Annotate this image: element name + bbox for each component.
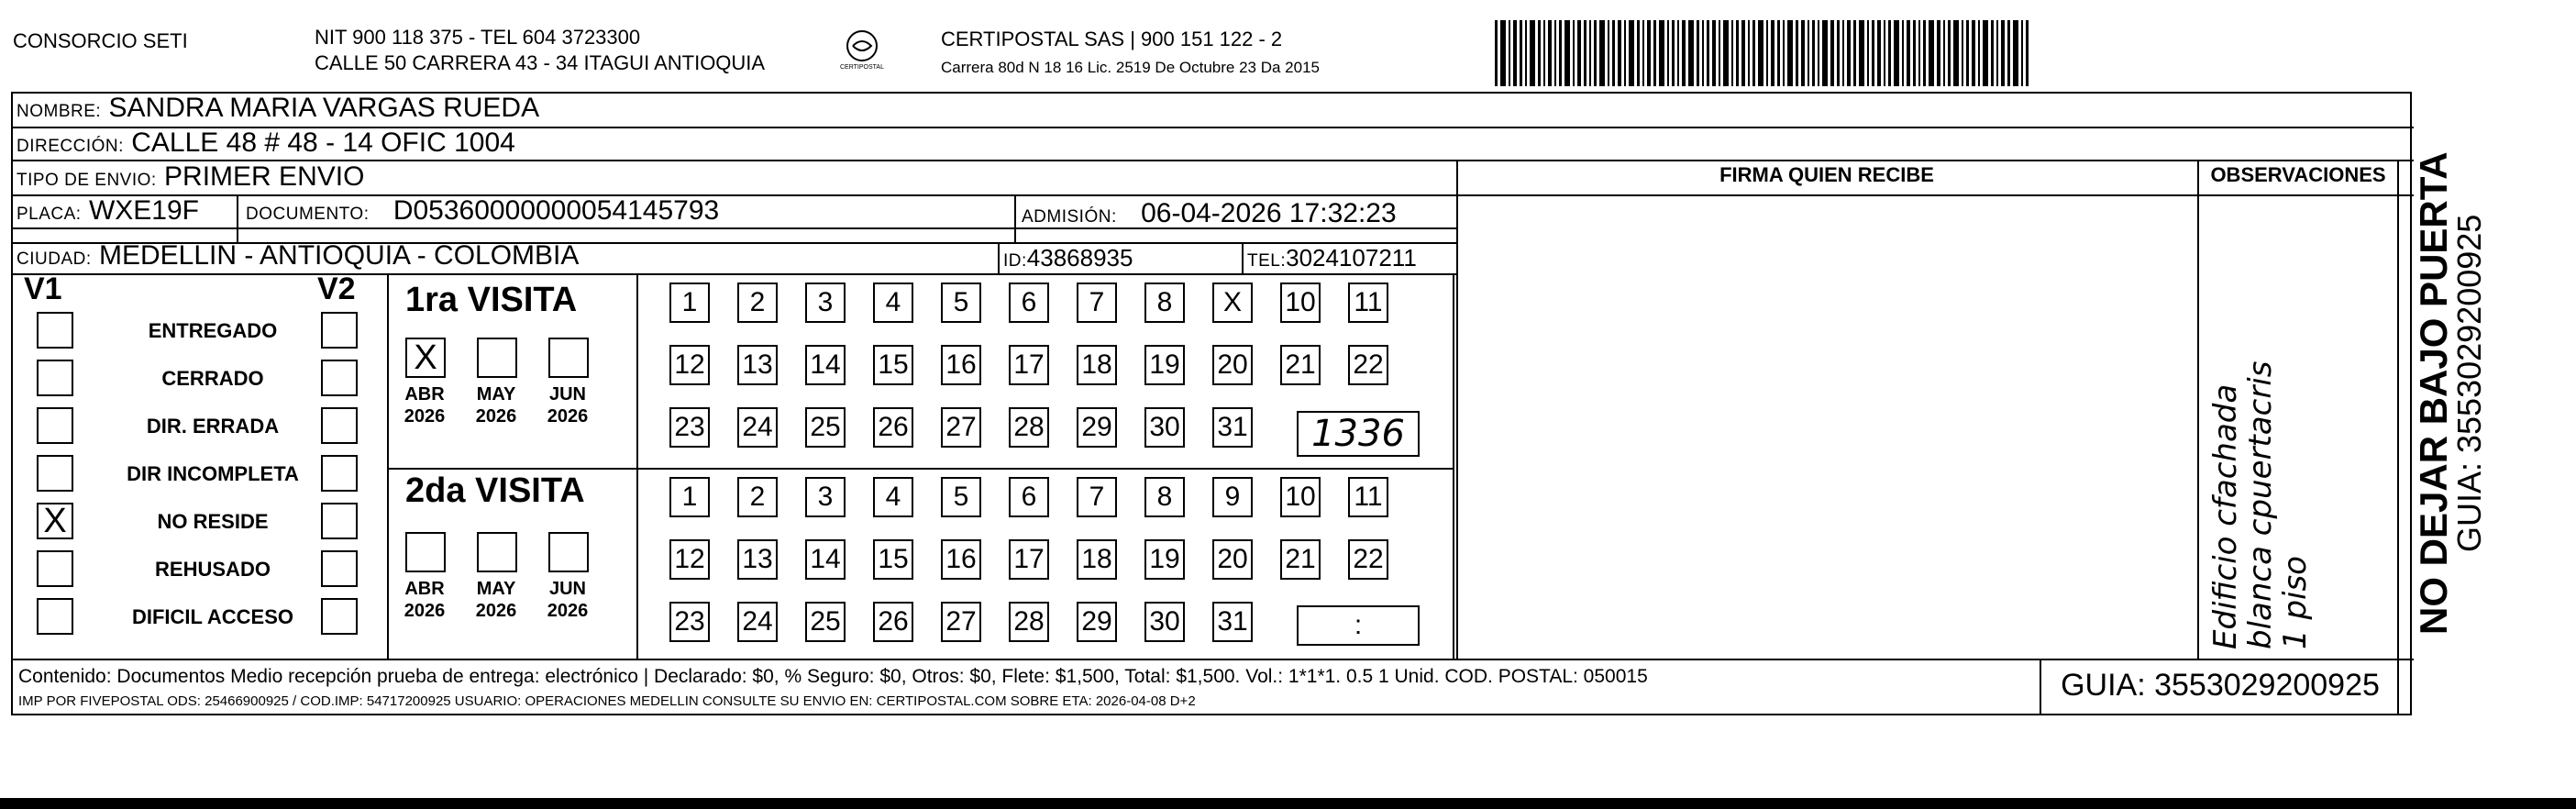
day-box[interactable]: 9 <box>1212 477 1253 517</box>
day-box[interactable]: 13 <box>737 539 778 580</box>
barcode-bar <box>1594 20 1597 86</box>
day-box[interactable]: 23 <box>669 602 710 642</box>
handwriting-line-1: Edificio cfachada <box>2207 383 2244 649</box>
v2-checkbox[interactable] <box>321 407 358 444</box>
day-box[interactable]: 26 <box>873 602 913 642</box>
barcode-bar <box>1953 20 1959 86</box>
document-label: DOCUMENTO: <box>246 205 370 224</box>
id-label: ID: <box>1003 251 1027 271</box>
tel-row <box>1247 242 1417 277</box>
imp-line: IMP POR FIVEPOSTAL ODS: 25466900925 / COD.IMP: 54717200925 USUARIO: OPERACIONES MEDELLIN CONSULTE SU ENVIO EN: CERTIPOSTAL.COM SOBRE ETA: 2026-04-08 D+2 <box>18 693 1196 709</box>
barcode-bar <box>1888 20 1891 86</box>
status-label: REHUSADO <box>155 558 271 581</box>
month-label: MAY 2026 <box>475 384 517 427</box>
id-value: 43868935 <box>1026 244 1133 272</box>
day-box[interactable]: 3 <box>805 283 846 323</box>
barcode-bar <box>1672 20 1675 86</box>
v2-label: V2 <box>317 272 356 306</box>
barcode-bar <box>1972 20 1975 86</box>
day-box[interactable]: 15 <box>873 539 913 580</box>
barcode-bar <box>1801 20 1805 86</box>
day-box[interactable]: 22 <box>1348 539 1388 580</box>
barcode-bar <box>1712 20 1716 86</box>
tel-value: 3024107211 <box>1286 244 1417 272</box>
v2-checkbox[interactable] <box>321 312 358 349</box>
barcode-bar <box>1808 20 1809 86</box>
barcode-bar <box>1577 20 1581 86</box>
day-box[interactable]: 25 <box>805 602 846 642</box>
barcode-bar <box>1943 20 1945 86</box>
tel-label: TEL: <box>1247 251 1287 271</box>
barcode-bar <box>1929 20 1934 86</box>
barcode-bar <box>1682 20 1686 86</box>
barcode-bar <box>1752 20 1755 86</box>
barcode-bar <box>1667 20 1669 86</box>
barcode-bar <box>1719 20 1720 86</box>
visit1-time[interactable]: 1336 <box>1297 411 1420 457</box>
v1-checkbox[interactable] <box>37 598 73 635</box>
handwriting-line-3: 1 piso <box>2277 556 2314 649</box>
day-box[interactable]: 18 <box>1077 539 1117 580</box>
v2-checkbox[interactable] <box>321 455 358 492</box>
barcode-bar <box>1495 20 1498 86</box>
barcode <box>1495 20 2228 86</box>
admission-row <box>1022 198 1397 233</box>
v2-checkbox[interactable] <box>321 550 358 587</box>
month-label: ABR 2026 <box>404 579 446 621</box>
city-label: CIUDAD: <box>17 249 92 269</box>
address-row <box>17 127 515 162</box>
barcode-bar <box>2013 20 2018 86</box>
day-box[interactable]: 30 <box>1144 407 1185 448</box>
handwriting-line-2: blanca cpuertacris <box>2242 360 2279 649</box>
v2-checkbox[interactable] <box>321 598 358 635</box>
barcode-bar <box>1923 20 1926 86</box>
address-label: DIRECCIÓN: <box>17 137 124 156</box>
barcode-bar <box>1736 20 1739 86</box>
day-box[interactable]: 16 <box>941 539 981 580</box>
day-box[interactable]: 3 <box>805 477 846 517</box>
type-label: TIPO DE ENVIO: <box>17 171 157 190</box>
day-box[interactable]: 18 <box>1077 345 1117 385</box>
day-box[interactable]: 30 <box>1144 602 1185 642</box>
day-box[interactable]: 6 <box>1009 283 1049 323</box>
barcode-bar <box>1642 20 1644 86</box>
month-checkbox[interactable] <box>477 532 517 572</box>
status-label: ENTREGADO <box>148 319 278 342</box>
barcode-bar <box>1983 20 1988 86</box>
document-value: D05360000000054145793 <box>392 195 720 226</box>
v1-checkbox[interactable] <box>37 407 73 444</box>
day-box[interactable]: 10 <box>1280 477 1321 517</box>
day-box[interactable]: 27 <box>941 602 981 642</box>
day-box[interactable]: 27 <box>941 407 981 448</box>
barcode-bar <box>1766 20 1768 86</box>
day-box[interactable]: 29 <box>1077 407 1117 448</box>
day-box[interactable]: 15 <box>873 345 913 385</box>
v1-checkbox[interactable]: X <box>37 503 73 539</box>
day-box[interactable]: 12 <box>669 345 710 385</box>
type-row <box>17 161 364 196</box>
barcode-bar <box>1677 20 1679 86</box>
bottom-band <box>0 798 2576 809</box>
barcode-bar <box>1822 20 1828 86</box>
status-label: DIFICIL ACCESO <box>131 605 293 628</box>
barcode-bar <box>1573 20 1575 86</box>
barcode-bar <box>2001 20 2005 86</box>
courier-line: CERTIPOSTAL SAS | 900 151 122 - 2 <box>941 28 1283 50</box>
plate-row <box>17 195 199 230</box>
barcode-bar <box>1996 20 1998 86</box>
day-box[interactable]: 21 <box>1280 539 1321 580</box>
barcode-bar <box>1697 20 1699 86</box>
barcode-bar <box>1859 20 1864 86</box>
month-label: JUN 2026 <box>547 579 589 621</box>
day-box[interactable]: 29 <box>1077 602 1117 642</box>
day-box[interactable]: 11 <box>1348 283 1388 323</box>
barcode-bar <box>1624 20 1626 86</box>
day-box[interactable]: 31 <box>1212 407 1253 448</box>
address-line: CALLE 50 CARRERA 43 - 34 ITAGUI ANTIOQUIA <box>315 51 766 74</box>
day-box[interactable]: 12 <box>669 539 710 580</box>
name-row <box>17 93 539 127</box>
barcode-bar <box>1548 20 1552 86</box>
barcode-bar <box>1618 20 1621 86</box>
day-box[interactable]: 24 <box>737 602 778 642</box>
barcode-bar <box>1637 20 1640 86</box>
guia-box: GUIA: 3553029200925 <box>2061 668 2380 703</box>
v1-checkbox[interactable] <box>37 360 73 396</box>
barcode-bar <box>1741 20 1745 86</box>
barcode-bar <box>1796 20 1798 86</box>
city-value: MEDELLIN - ANTIOQUIA - COLOMBIA <box>98 240 580 271</box>
day-box[interactable]: 11 <box>1348 477 1388 517</box>
document-row <box>246 195 719 230</box>
logo-text: CERTIPOSTAL <box>840 64 884 71</box>
day-box[interactable]: X <box>1212 283 1253 323</box>
barcode-bar <box>1787 20 1793 86</box>
barcode-bar <box>1688 20 1694 86</box>
day-box[interactable]: 5 <box>941 283 981 323</box>
day-box[interactable]: 26 <box>873 407 913 448</box>
id-row <box>1003 242 1133 277</box>
barcode-bar <box>1559 20 1562 86</box>
day-box[interactable]: 2 <box>737 283 778 323</box>
day-box[interactable]: 2 <box>737 477 778 517</box>
license-line: Carrera 80d N 18 16 Lic. 2519 De Octubre 23 Da 2015 <box>941 59 1320 76</box>
status-label: CERRADO <box>161 367 264 390</box>
barcode-bar <box>1731 20 1733 86</box>
v1-checkbox[interactable] <box>37 312 73 349</box>
city-row <box>17 240 579 275</box>
barcode-bar <box>1659 20 1664 86</box>
v2-checkbox[interactable] <box>321 360 358 396</box>
month-label: JUN 2026 <box>547 384 589 427</box>
day-box[interactable]: 6 <box>1009 477 1049 517</box>
side-guia: GUIA: 3553029200925 <box>2450 214 2488 552</box>
v1-label: V1 <box>24 272 62 306</box>
day-box[interactable]: 19 <box>1144 345 1185 385</box>
barcode-bar <box>1783 20 1785 86</box>
barcode-bar <box>1777 20 1780 86</box>
day-box[interactable]: 13 <box>737 345 778 385</box>
day-box[interactable]: 31 <box>1212 602 1253 642</box>
barcode-bar <box>1543 20 1545 86</box>
day-box[interactable]: 16 <box>941 345 981 385</box>
barcode-bar <box>1812 20 1815 86</box>
visit2-title: 2da VISITA <box>405 471 585 510</box>
visit1-title: 1ra VISITA <box>405 281 578 319</box>
barcode-bar <box>1513 20 1517 86</box>
company-name: CONSORCIO SETI <box>13 29 188 52</box>
barcode-bar <box>1991 20 1994 86</box>
barcode-bar <box>1837 20 1840 86</box>
day-box[interactable]: 10 <box>1280 283 1321 323</box>
barcode-bar <box>1612 20 1615 86</box>
day-box[interactable]: 14 <box>805 539 846 580</box>
barcode-bar <box>1629 20 1634 86</box>
day-box[interactable]: 8 <box>1144 477 1185 517</box>
barcode-bar <box>1877 20 1881 86</box>
day-box[interactable]: 1 <box>669 477 710 517</box>
day-box[interactable]: 8 <box>1144 283 1185 323</box>
day-box[interactable]: 25 <box>805 407 846 448</box>
name-label: NOMBRE: <box>17 102 102 121</box>
day-box[interactable]: 22 <box>1348 345 1388 385</box>
month-checkbox[interactable] <box>548 338 589 378</box>
day-box[interactable]: 21 <box>1280 345 1321 385</box>
address-value: CALLE 48 # 48 - 14 OFIC 1004 <box>131 127 515 158</box>
barcode-bar <box>1907 20 1910 86</box>
day-box[interactable]: 23 <box>669 407 710 448</box>
barcode-bar <box>1647 20 1651 86</box>
status-label: NO RESIDE <box>157 510 269 533</box>
day-box[interactable]: 20 <box>1212 539 1253 580</box>
month-label: ABR 2026 <box>404 384 446 427</box>
status-label: DIR INCOMPLETA <box>127 462 299 485</box>
barcode-bar <box>1723 20 1729 86</box>
barcode-bar <box>1702 20 1704 86</box>
day-box[interactable]: 17 <box>1009 539 1049 580</box>
plate-label: PLACA: <box>17 205 82 224</box>
barcode-bar <box>1758 20 1763 86</box>
nit-line: NIT 900 118 375 - TEL 604 3723300 <box>315 26 641 49</box>
admission-label: ADMISIÓN: <box>1022 207 1117 227</box>
no-dejar-label: NO DEJAR BAJO PUERTA <box>2412 151 2455 635</box>
month-checkbox[interactable] <box>405 532 446 572</box>
barcode-bar <box>1771 20 1774 86</box>
barcode-bar <box>1509 20 1510 86</box>
barcode-bar <box>1530 20 1535 86</box>
day-box[interactable]: 14 <box>805 345 846 385</box>
barcode-bar <box>2026 20 2029 86</box>
barcode-bar <box>1847 20 1851 86</box>
type-value: PRIMER ENVIO <box>164 161 365 192</box>
day-box[interactable]: 7 <box>1077 283 1117 323</box>
day-box[interactable]: 7 <box>1077 477 1117 517</box>
barcode-bar <box>1884 20 1885 86</box>
barcode-bar <box>1894 20 1899 86</box>
month-label: MAY 2026 <box>475 579 517 621</box>
plate-value: WXE19F <box>88 195 199 226</box>
day-box[interactable]: 4 <box>873 283 913 323</box>
barcode-bar <box>1525 20 1527 86</box>
barcode-bar <box>1589 20 1591 86</box>
observations-header: OBSERVACIONES <box>2210 163 2386 186</box>
barcode-bar <box>1842 20 1844 86</box>
barcode-bar <box>1937 20 1940 86</box>
v1-checkbox[interactable] <box>37 550 73 587</box>
day-box[interactable]: 20 <box>1212 345 1253 385</box>
barcode-bar <box>1902 20 1904 86</box>
visit2-time[interactable]: : <box>1297 605 1420 646</box>
barcode-bar <box>1948 20 1951 86</box>
content-line: Contenido: Documentos Medio recepción prueba de entrega: electrónico | Declarado: $0, % Seguro: $0, Otros: $0, Flete: $1,500, Total: $1,500. Vol.: 1*1*1. 0.5 1 Unid. COD. POSTAL: 050015 <box>18 666 1648 687</box>
barcode-bar <box>1554 20 1556 86</box>
barcode-bar <box>1830 20 1834 86</box>
barcode-bar <box>1913 20 1916 86</box>
barcode-bar <box>1520 20 1522 86</box>
barcode-bar <box>1584 20 1587 86</box>
barcode-bar <box>1818 20 1819 86</box>
barcode-bar <box>1707 20 1709 86</box>
barcode-bar <box>1599 20 1605 86</box>
certipostal-logo <box>830 28 894 77</box>
day-box[interactable]: 19 <box>1144 539 1185 580</box>
observations-handwriting <box>2208 361 2313 649</box>
barcode-bar <box>1918 20 1920 86</box>
day-box[interactable]: 28 <box>1009 407 1049 448</box>
barcode-bar <box>1853 20 1856 86</box>
v2-checkbox[interactable] <box>321 503 358 539</box>
day-box[interactable]: 1 <box>669 283 710 323</box>
name-value: SANDRA MARIA VARGAS RUEDA <box>108 93 540 123</box>
day-box[interactable]: 28 <box>1009 602 1049 642</box>
day-box[interactable]: 4 <box>873 477 913 517</box>
barcode-bar <box>1608 20 1609 86</box>
admission-value: 06-04-2026 17:32:23 <box>1141 198 1397 228</box>
month-checkbox[interactable]: X <box>405 338 446 378</box>
v1-checkbox[interactable] <box>37 455 73 492</box>
barcode-bar <box>1500 20 1506 86</box>
status-label: DIR. ERRADA <box>146 415 280 438</box>
barcode-bar <box>1748 20 1750 86</box>
barcode-bar <box>2007 20 2010 86</box>
month-checkbox[interactable] <box>477 338 517 378</box>
barcode-bar <box>1653 20 1656 86</box>
day-box[interactable]: 17 <box>1009 345 1049 385</box>
barcode-bar <box>2021 20 2023 86</box>
barcode-bar <box>1872 20 1874 86</box>
barcode-bar <box>1564 20 1570 86</box>
day-box[interactable]: 24 <box>737 407 778 448</box>
signature-header: FIRMA QUIEN RECIBE <box>1719 163 1934 186</box>
day-box[interactable]: 5 <box>941 477 981 517</box>
barcode-bar <box>1867 20 1869 86</box>
barcode-bar <box>1966 20 1969 86</box>
barcode-bar <box>1978 20 1980 86</box>
month-checkbox[interactable] <box>548 532 589 572</box>
barcode-bar <box>1538 20 1541 86</box>
barcode-bar <box>1962 20 1963 86</box>
